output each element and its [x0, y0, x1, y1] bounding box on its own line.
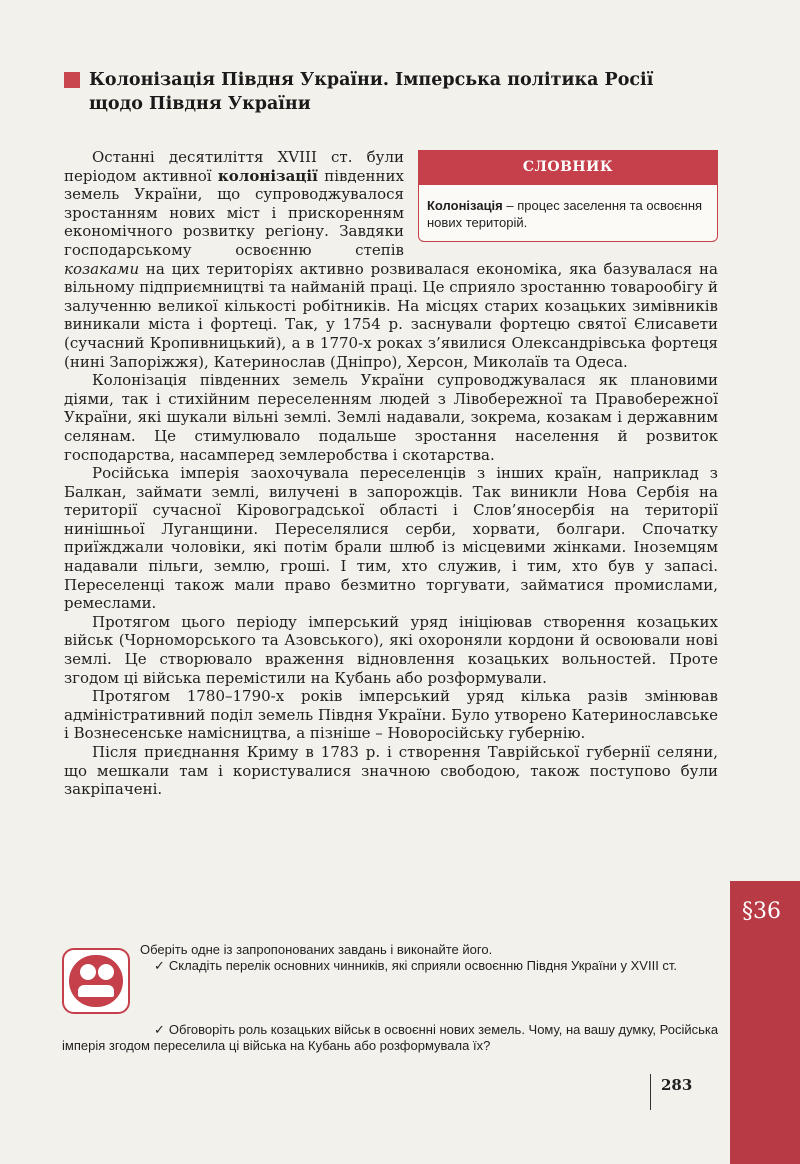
- checkmark-icon: ✓: [154, 1022, 165, 1037]
- dictionary-definition-text: – процес заселення та освоєння нових територій.: [427, 197, 703, 230]
- section-heading: [64, 68, 704, 116]
- task-item-1: [140, 958, 720, 974]
- task-item-1-text: Складіть перелік основних чинників, які сприяли освоєнню Півдня України у XVIII ст.: [168, 958, 678, 974]
- section-number: §36: [742, 899, 781, 924]
- section-tab: [730, 881, 800, 1164]
- dictionary-definition: [419, 185, 717, 241]
- dictionary-term: Колонізація: [427, 197, 503, 213]
- dictionary-box: [418, 150, 718, 242]
- dictionary-title: СЛОВНИК: [419, 151, 717, 185]
- heading-title: Колонізація Півдня України. Імперська політика Росії щодо Півдня України: [89, 70, 654, 114]
- task-intro: Оберіть одне із запропонованих завдань і виконайте його.: [140, 942, 493, 957]
- task-item-2-text: Обговоріть роль козацьких військ в освоєнні нових земель. Чому, на вашу думку, Російська імперія згодом переселила ці війська на Кубань або розформувала їх?: [62, 1022, 719, 1054]
- paragraph-4: Протягом цього періоду імперський уряд ініціював створення козацьких військ (Чорноморського та Азовського), які охороняли кордони й освоювали нові землі. Це створювало враження відновлення козацьких вольностей. Проте згодом ці війська перемістили на Кубань або розформували.: [64, 612, 718, 687]
- group-work-icon: [62, 948, 130, 1014]
- task-item-2: [62, 1022, 722, 1055]
- task-lines: [140, 942, 720, 975]
- paragraph-2: Колонізація південних земель України супроводжувалася як плановими діями, так і стихійним переселенням людей з Лівобережної та Правобережної України, які шукали вільні землі. Землі надавали, зокрема, козакам і державним селянам. Це стимулювало подальше зростання населення й розвиток господарства, насамперед землеробства і скотарства.: [64, 371, 718, 464]
- page-number-divider: [650, 1074, 651, 1110]
- paragraph-3: Російська імперія заохочувала переселенців з інших країн, наприклад з Балкан, займати землі, вилучені в запорожців. Так виникли Нова Сербія на території сучасної Кіровоградської області і Слов’яносербія на території нинішньої Луганщини. Переселялися серби, хорвати, болгари. Спочатку приїжджали чоловіки, які потім брали шлюб із місцевими жінками. Іноземцям надавали пільги, землю, гроші. І тим, хто служив, і тим, хто був у запасі. Переселенці також мали право безмитно торгувати, займатися промислами, ремеслами.: [64, 464, 718, 613]
- paragraph-6: Після приєднання Криму в 1783 р. і створення Таврійської губернії селяни, що мешкали там і користувалися значною свободою, також поступово були закріпачені.: [64, 743, 718, 799]
- paragraph-5: Протягом 1780–1790-х років імперський уряд кілька разів змінював адміністративний поділ земель Півдня України. Було утворено Катеринославське і Вознесенське намісництва, а пізніше – Новоросійську губернію.: [64, 687, 718, 743]
- paragraph-1-part-a: Останні десятиліття XVIII ст. були періодом активної: [64, 148, 404, 185]
- paragraph-1-part-e: на цих територіях активно розвивалася економіка, яка базувалася на вільному підприємництві та найманій праці. Це сприяло зростанню товарообігу й залученню великої кількості робітників. На місцях старих козацьких зимівників виникали міста і фортеці. Так, у 1754 р. заснували фортецю святої Єлисавети (сучасний Кропивницький), а в 1770-х роках з’явилися Олександрівська фортеця (нині Запоріжжя), Катеринослав (Дніпро), Херсон, Миколаїв та Одеса.: [64, 259, 718, 371]
- term-colonization: колонізації: [217, 166, 318, 185]
- heading-square-marker: [64, 72, 80, 88]
- main-text: [64, 148, 718, 799]
- page-number: 283: [661, 1076, 693, 1094]
- checkmark-icon: ✓: [154, 958, 165, 974]
- paragraph-1-part-c: південних земель України, що супроводжувалося зростанням нових міст і прискоренням економічного розвитку регіону. Завдяки господарському освоєнню степів: [64, 166, 404, 259]
- term-cossacks: козаками: [64, 259, 140, 278]
